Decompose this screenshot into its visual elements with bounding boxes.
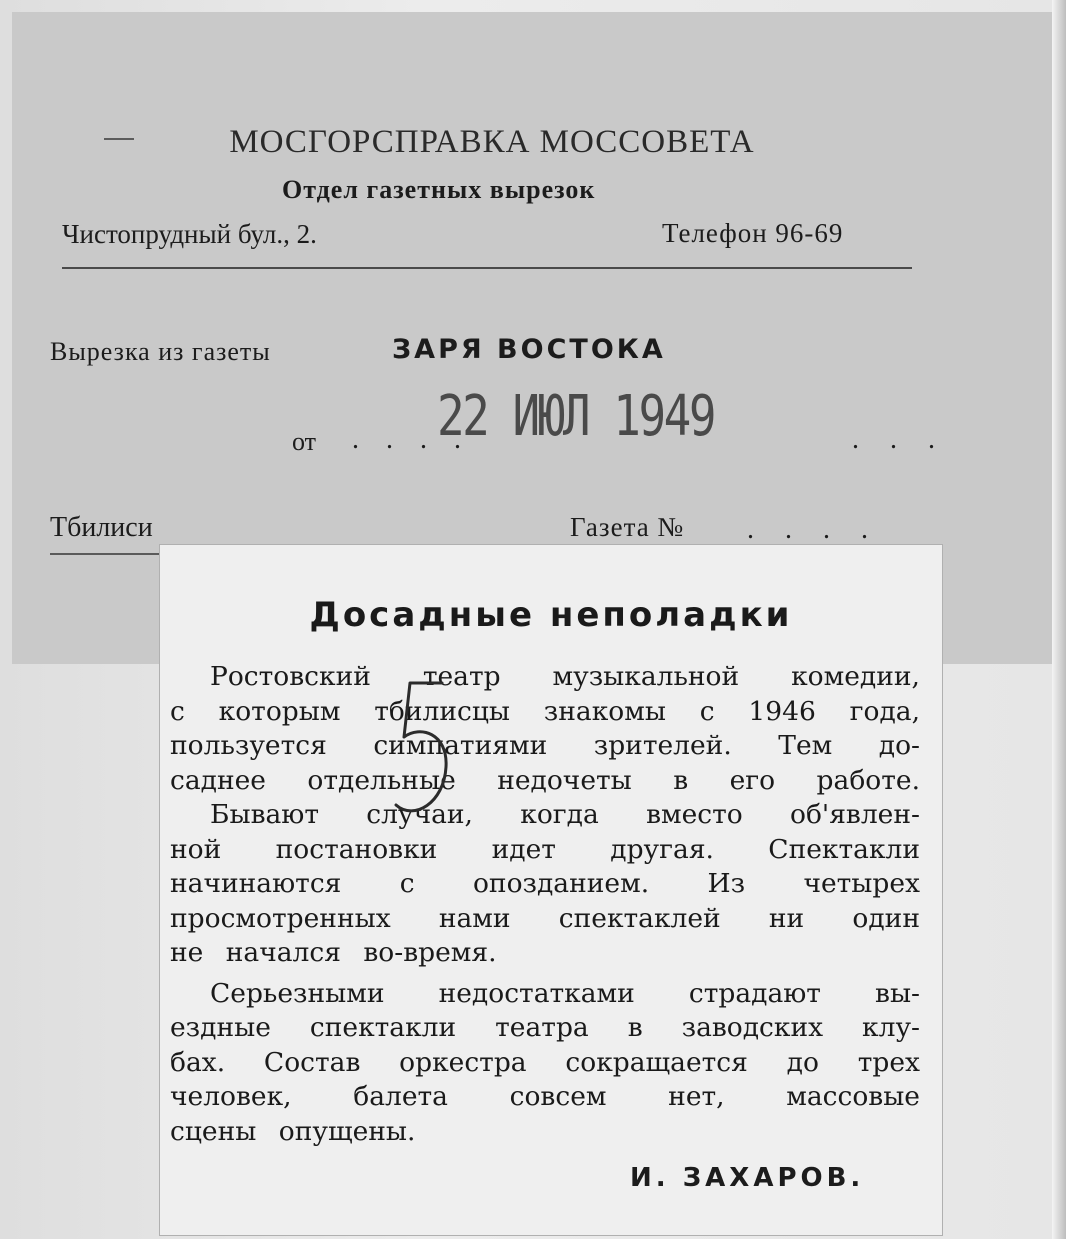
author-signature: И. ЗАХАРОВ. <box>630 1163 865 1193</box>
article-line: не начался во-время. <box>170 937 497 968</box>
organization-name: МОСГОРСПРАВКА МОССОВЕТА <box>229 124 755 160</box>
issue-label: Газета № <box>570 512 685 542</box>
article-line: бах. Состав оркестра сокращается до трех <box>170 1046 920 1078</box>
newspaper-clipping <box>160 545 942 1235</box>
article-line: пользуется симпатиями зрителей. Тем до- <box>170 730 920 761</box>
city: Тбилиси <box>50 512 153 543</box>
department-name: Отдел газетных вырезок <box>282 175 596 204</box>
article-line: просмотренных нами спектаклей ни один <box>170 902 920 934</box>
header-divider <box>62 267 912 269</box>
date-dots-trailing: . . . <box>852 424 947 455</box>
article-line: с которым тбилисцы знакомы с 1946 года, <box>170 695 920 727</box>
article-line: Ростовский театр музыкальной комедии, <box>210 661 920 692</box>
article-line: Бывают случаи, когда вместо об'явлен- <box>210 799 920 830</box>
newspaper-name: ЗАРЯ ВОСТОКА <box>392 334 666 365</box>
date-label: от <box>292 427 317 456</box>
article-line: Серьезными недостатками страдают вы- <box>210 977 920 1009</box>
article-line: ной постановки идет другая. Спектакли <box>170 833 920 865</box>
article-line: саднее отдельные недочеты в его работе. <box>170 764 920 796</box>
article-line: начинаются с опозданием. Из четырех <box>170 868 920 899</box>
clip-label: Вырезка из газеты <box>50 337 271 366</box>
article-line: человек, балета совсем нет, массовые <box>170 1081 920 1112</box>
article-line: ездные спектакли театра в заводских клу- <box>170 1012 920 1043</box>
printed-tick <box>104 138 134 140</box>
date-dots: . . . . <box>352 424 471 455</box>
article-title: Досадные неполадки <box>309 595 793 635</box>
phone: Телефон 96-69 <box>662 218 844 248</box>
article-body <box>170 660 920 1149</box>
issue-dots: . . . . <box>747 514 880 545</box>
handwritten-number-five <box>390 675 460 825</box>
date-stamp: 22 ИЮЛ 1949 <box>437 384 715 449</box>
address: Чистопрудный бул., 2. <box>62 219 317 249</box>
scan-edge <box>1052 0 1066 1239</box>
article-line: сцены опущены. <box>170 1115 416 1147</box>
